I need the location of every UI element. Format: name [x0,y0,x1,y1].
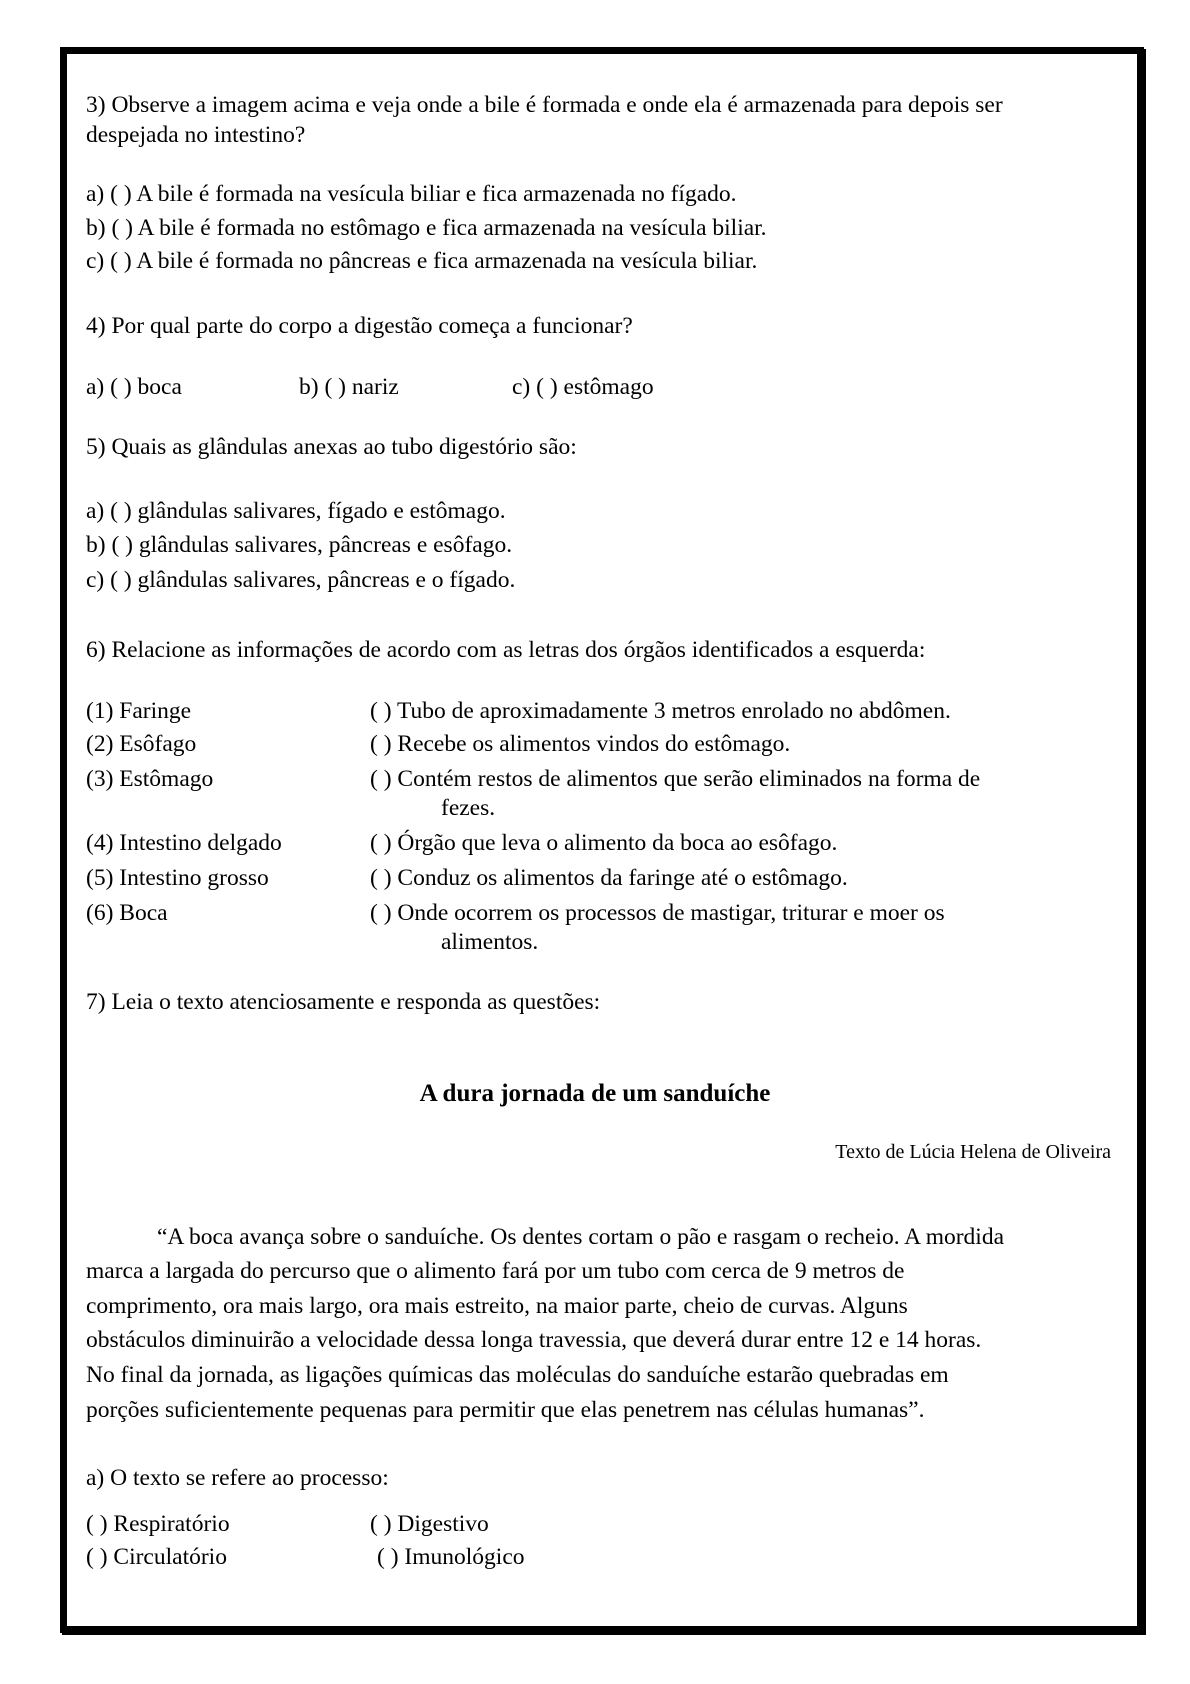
q6-description[interactable]: ( ) Onde ocorrem os processos de mastigar, triturar e moer os [370,900,945,926]
q6-organ: (4) Intestino delgado [86,830,282,856]
q6-organ: (6) Boca [86,900,168,926]
q6-description[interactable]: ( ) Órgão que leva o alimento da boca ao esôfago. [370,830,838,856]
q7a-question: a) O texto se refere ao processo: [86,1465,389,1491]
q5-option-a[interactable]: a) ( ) glândulas salivares, fígado e estômago. [86,498,506,524]
paragraph-line: obstáculos diminuirão a velocidade dessa longa travessia, que deverá durar entre 12 e 14 horas. [86,1327,982,1353]
q3-option-c[interactable]: c) ( ) A bile é formada no pâncreas e fica armazenada na vesícula biliar. [86,248,758,274]
paragraph-line: comprimento, ora mais largo, ora mais estreito, na maior parte, cheio de curvas. Alguns [86,1293,908,1319]
q4-option-b[interactable]: b) ( ) nariz [299,374,399,400]
q6-description[interactable]: ( ) Tubo de aproximadamente 3 metros enrolado no abdômen. [370,698,951,724]
q6-question: 6) Relacione as informações de acordo com as letras dos órgãos identificados a esquerda: [86,637,926,663]
q5-option-b[interactable]: b) ( ) glândulas salivares, pâncreas e esôfago. [86,532,513,558]
q3-option-b[interactable]: b) ( ) A bile é formada no estômago e fica armazenada na vesícula biliar. [86,215,767,241]
q6-organ: (5) Intestino grosso [86,865,269,891]
q7a-option-digestivo[interactable]: ( ) Digestivo [370,1511,489,1537]
q6-description[interactable]: ( ) Conduz os alimentos da faringe até o estômago. [370,865,848,891]
text-title: A dura jornada de um sanduíche [419,1080,771,1107]
q7a-option-imunologico[interactable]: ( ) Imunológico [377,1544,525,1570]
q3-question: despejada no intestino? [86,122,306,148]
q5-option-c[interactable]: c) ( ) glândulas salivares, pâncreas e o fígado. [86,567,516,593]
q6-description[interactable]: ( ) Recebe os alimentos vindos do estômago. [370,731,791,757]
q6-description-continuation: alimentos. [441,929,539,955]
q6-description[interactable]: ( ) Contém restos de alimentos que serão eliminados na forma de [370,766,981,792]
q6-description-continuation: fezes. [441,795,496,821]
paragraph-line: porções suficientemente pequenas para permitir que elas penetrem nas células humanas”. [86,1397,925,1423]
q6-organ: (2) Esôfago [86,731,197,757]
q5-question: 5) Quais as glândulas anexas ao tubo digestório são: [86,434,577,460]
q4-question: 4) Por qual parte do corpo a digestão começa a funcionar? [86,313,633,339]
paragraph-line: “A boca avança sobre o sanduíche. Os dentes cortam o pão e rasgam o recheio. A mordida [157,1224,1005,1250]
q4-option-a[interactable]: a) ( ) boca [86,374,182,400]
paragraph-line: marca a largada do percurso que o alimento fará por um tubo com cerca de 9 metros de [86,1258,905,1284]
q4-option-c[interactable]: c) ( ) estômago [512,374,654,400]
q6-organ: (3) Estômago [86,766,214,792]
q7a-option-respiratorio[interactable]: ( ) Respiratório [86,1511,230,1537]
q3-option-a[interactable]: a) ( ) A bile é formada na vesícula biliar e fica armazenada no fígado. [86,181,737,207]
q6-organ: (1) Faringe [86,698,192,724]
text-author: Texto de Lúcia Helena de Oliveira [835,1141,1111,1163]
paragraph-line: No final da jornada, as ligações químicas das moléculas do sanduíche estarão quebradas em [86,1362,949,1388]
q3-question: 3) Observe a imagem acima e veja onde a bile é formada e onde ela é armazenada para depois ser [86,92,1003,118]
q7-question: 7) Leia o texto atenciosamente e responda as questões: [86,989,601,1015]
q7a-option-circulatorio[interactable]: ( ) Circulatório [86,1544,227,1570]
